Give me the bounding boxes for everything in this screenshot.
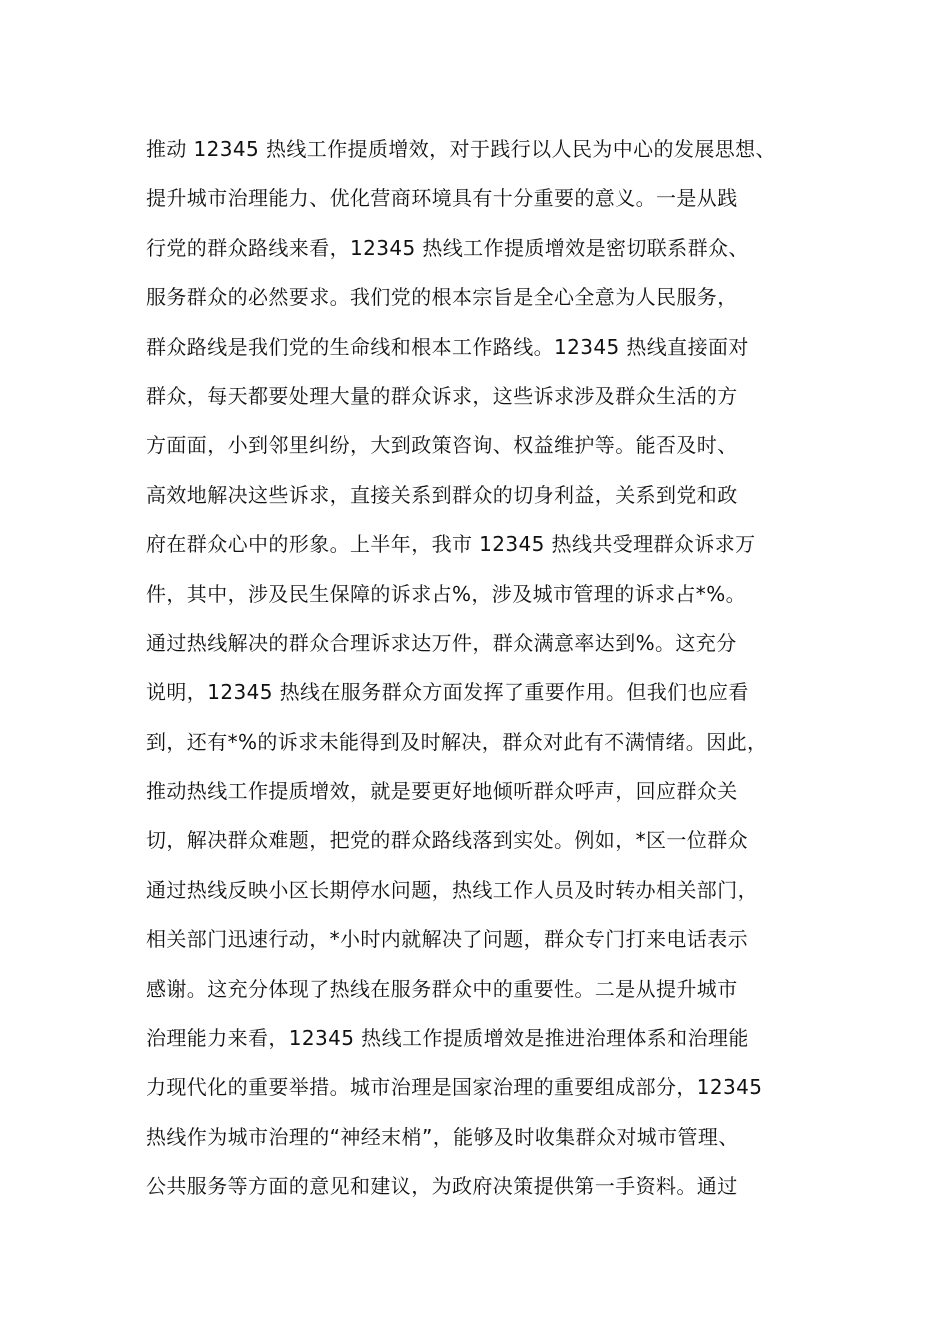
text-line: 提升城市治理能力、优化营商环境具有十分重要的意义。一是从践 [146, 186, 738, 211]
text-line: 服务群众的必然要求。我们党的根本宗旨是全心全意为人民服务， [146, 285, 738, 310]
text-line: 府在群众心中的形象。上半年，我市 12345 热线共受理群众诉求万 [146, 532, 756, 557]
body-paragraph [146, 130, 836, 1217]
text-line: 推动热线工作提质增效，就是要更好地倾听群众呼声，回应群众关 [146, 779, 738, 804]
text-line: 高效地解决这些诉求，直接关系到群众的切身利益，关系到党和政 [146, 482, 738, 507]
text-line: 力现代化的重要举措。城市治理是国家治理的重要组成部分，12345 [146, 1075, 763, 1100]
text-line: 行党的群众路线来看，12345 热线工作提质增效是密切联系群众、 [146, 235, 749, 260]
text-line: 公共服务等方面的意见和建议，为政府决策提供第一手资料。通过 [146, 1174, 738, 1199]
text-line: 件，其中，涉及民生保障的诉求占%，涉及城市管理的诉求占*%。 [146, 581, 747, 606]
text-line: 说明，12345 热线在服务群众方面发挥了重要作用。但我们也应看 [146, 680, 749, 705]
text-line: 感谢。这充分体现了热线在服务群众中的重要性。二是从提升城市 [146, 976, 738, 1001]
text-line: 群众路线是我们党的生命线和根本工作路线。12345 热线直接面对 [146, 334, 749, 359]
text-line: 方面面，小到邻里纠纷，大到政策咨询、权益维护等。能否及时、 [146, 433, 738, 458]
text-line: 相关部门迅速行动，*小时内就解决了问题，群众专门打来电话表示 [146, 927, 748, 952]
text-line: 通过热线反映小区长期停水问题，热线工作人员及时转办相关部门， [146, 877, 758, 902]
text-line: 切，解决群众难题，把党的群众路线落到实处。例如，*区一位群众 [146, 828, 748, 853]
text-line: 推动 12345 热线工作提质增效，对于践行以人民为中心的发展思想、 [146, 137, 776, 161]
text-line: 治理能力来看，12345 热线工作提质增效是推进治理体系和治理能 [146, 1026, 749, 1051]
text-line: 到，还有*%的诉求未能得到及时解决，群众对此有不满情绪。因此， [146, 729, 768, 754]
text-line: 热线作为城市治理的“神经末梢”，能够及时收集群众对城市管理、 [146, 1124, 739, 1149]
text-line: 通过热线解决的群众合理诉求达万件，群众满意率达到%。这充分 [146, 630, 737, 655]
text-line: 群众，每天都要处理大量的群众诉求，这些诉求涉及群众生活的方 [146, 383, 738, 408]
